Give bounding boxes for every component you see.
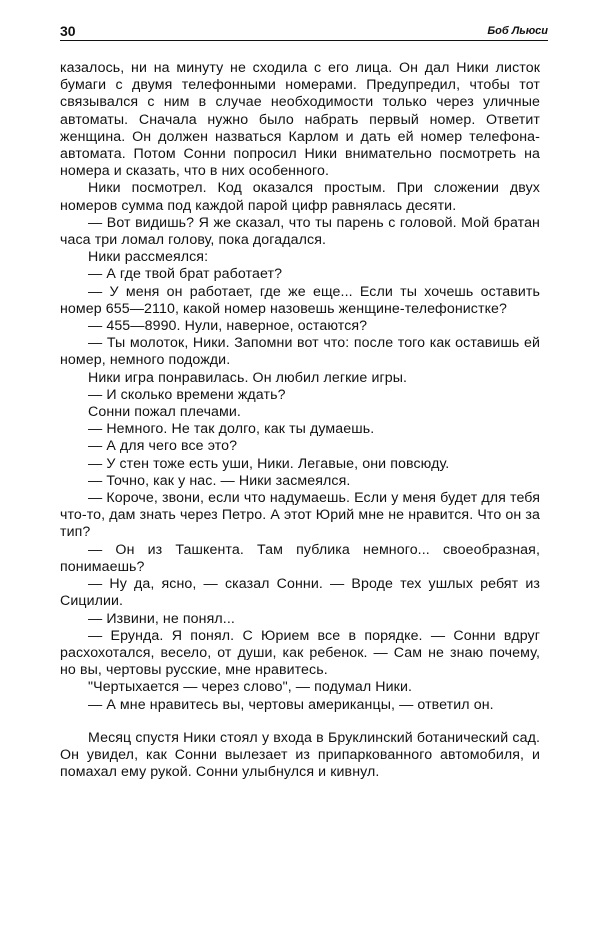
header-rule — [60, 40, 548, 41]
paragraph: — У меня он работает, где же еще... Если ты хочешь оставить номер 655—2110, какой номер назовешь женщине-телефонистке? — [60, 283, 540, 317]
paragraph: — Немного. Не так долго, как ты думаешь. — [88, 421, 375, 438]
paragraph: — Ну да, ясно, — сказал Сонни. — Вроде тех ушлых ребят из Сицилии. — [60, 576, 540, 610]
paragraph: Ники рассмеялся: — [88, 249, 209, 266]
paragraph: — Вот видишь? Я же сказал, что ты парень с головой. Мой братан часа три ломал голову, пока догадался. — [60, 214, 540, 249]
paragraph: — Ерунда. Я понял. С Юрием все в порядке. — Сонни вдруг расхохотался, весело, от души, как ребенок. — Сам не знаю почему, но вы, чертовы русские, мне нравитесь. — [60, 627, 540, 679]
paragraph: Месяц спустя Ники стоял у входа в Бруклинский ботанический сад. Он увидел, как Сонни вылезает из припаркованного автомобиля, и помахал ему рукой. Сонни улыбнулся и кивнул. — [60, 729, 540, 781]
paragraph: — А мне нравитесь вы, чертовы американцы, — ответил он. — [88, 696, 494, 713]
paragraph: Ники посмотрел. Код оказался простым. При сложении двух номеров сумма под каждой парой цифр равнялась десяти. — [60, 180, 540, 214]
paragraph: — А для чего все это? — [88, 438, 238, 455]
paragraph: — Извини, не понял... — [88, 610, 235, 627]
page-header — [60, 22, 548, 42]
body-text — [60, 60, 540, 781]
page-number: 30 — [60, 23, 76, 39]
paragraph: — 455—8990. Нули, наверное, остаются? — [88, 318, 368, 335]
paragraph: — А где твой брат работает? — [88, 266, 283, 283]
paragraph: казалось, ни на минуту не сходила с его лица. Он дал Ники листок бумаги с двумя телефонными номерами. Предупредил, чтобы тот связывался с ним в случае необходимости только через уличные автоматы. Сначала нужно было набрать первый номер. Ответит женщина. Он должен назваться Карлом и дать ей номер телефона-автомата. Потом Сонни попросил Ники внимательно посмотреть на номера и сказать, что в них особенного. — [60, 60, 540, 180]
paragraph: Ники игра понравилась. Он любил легкие игры. — [88, 369, 408, 386]
paragraph: — Он из Ташкента. Там публика немного... своеобразная, понимаешь? — [60, 541, 540, 575]
paragraph: — Короче, звони, если что надумаешь. Если у меня будет для тебя что-то, дам знать через Петро. А этот Юрий мне не нравится. Что он за тип? — [60, 490, 540, 541]
paragraph: — У стен тоже есть уши, Ники. Легавые, они повсюду. — [88, 455, 450, 472]
running-head: Боб Льюси — [487, 25, 548, 37]
paragraph: "Чертыхается — через слово", — подумал Ники. — [88, 679, 413, 696]
paragraph: — И сколько времени ждать? — [88, 386, 286, 403]
paragraph: Сонни пожал плечами. — [88, 404, 241, 421]
paragraph: — Ты молоток, Ники. Запомни вот что: после того как оставишь ей номер, немного подожди. — [60, 335, 540, 369]
paragraph: — Точно, как у нас. — Ники засмеялся. — [88, 472, 351, 489]
